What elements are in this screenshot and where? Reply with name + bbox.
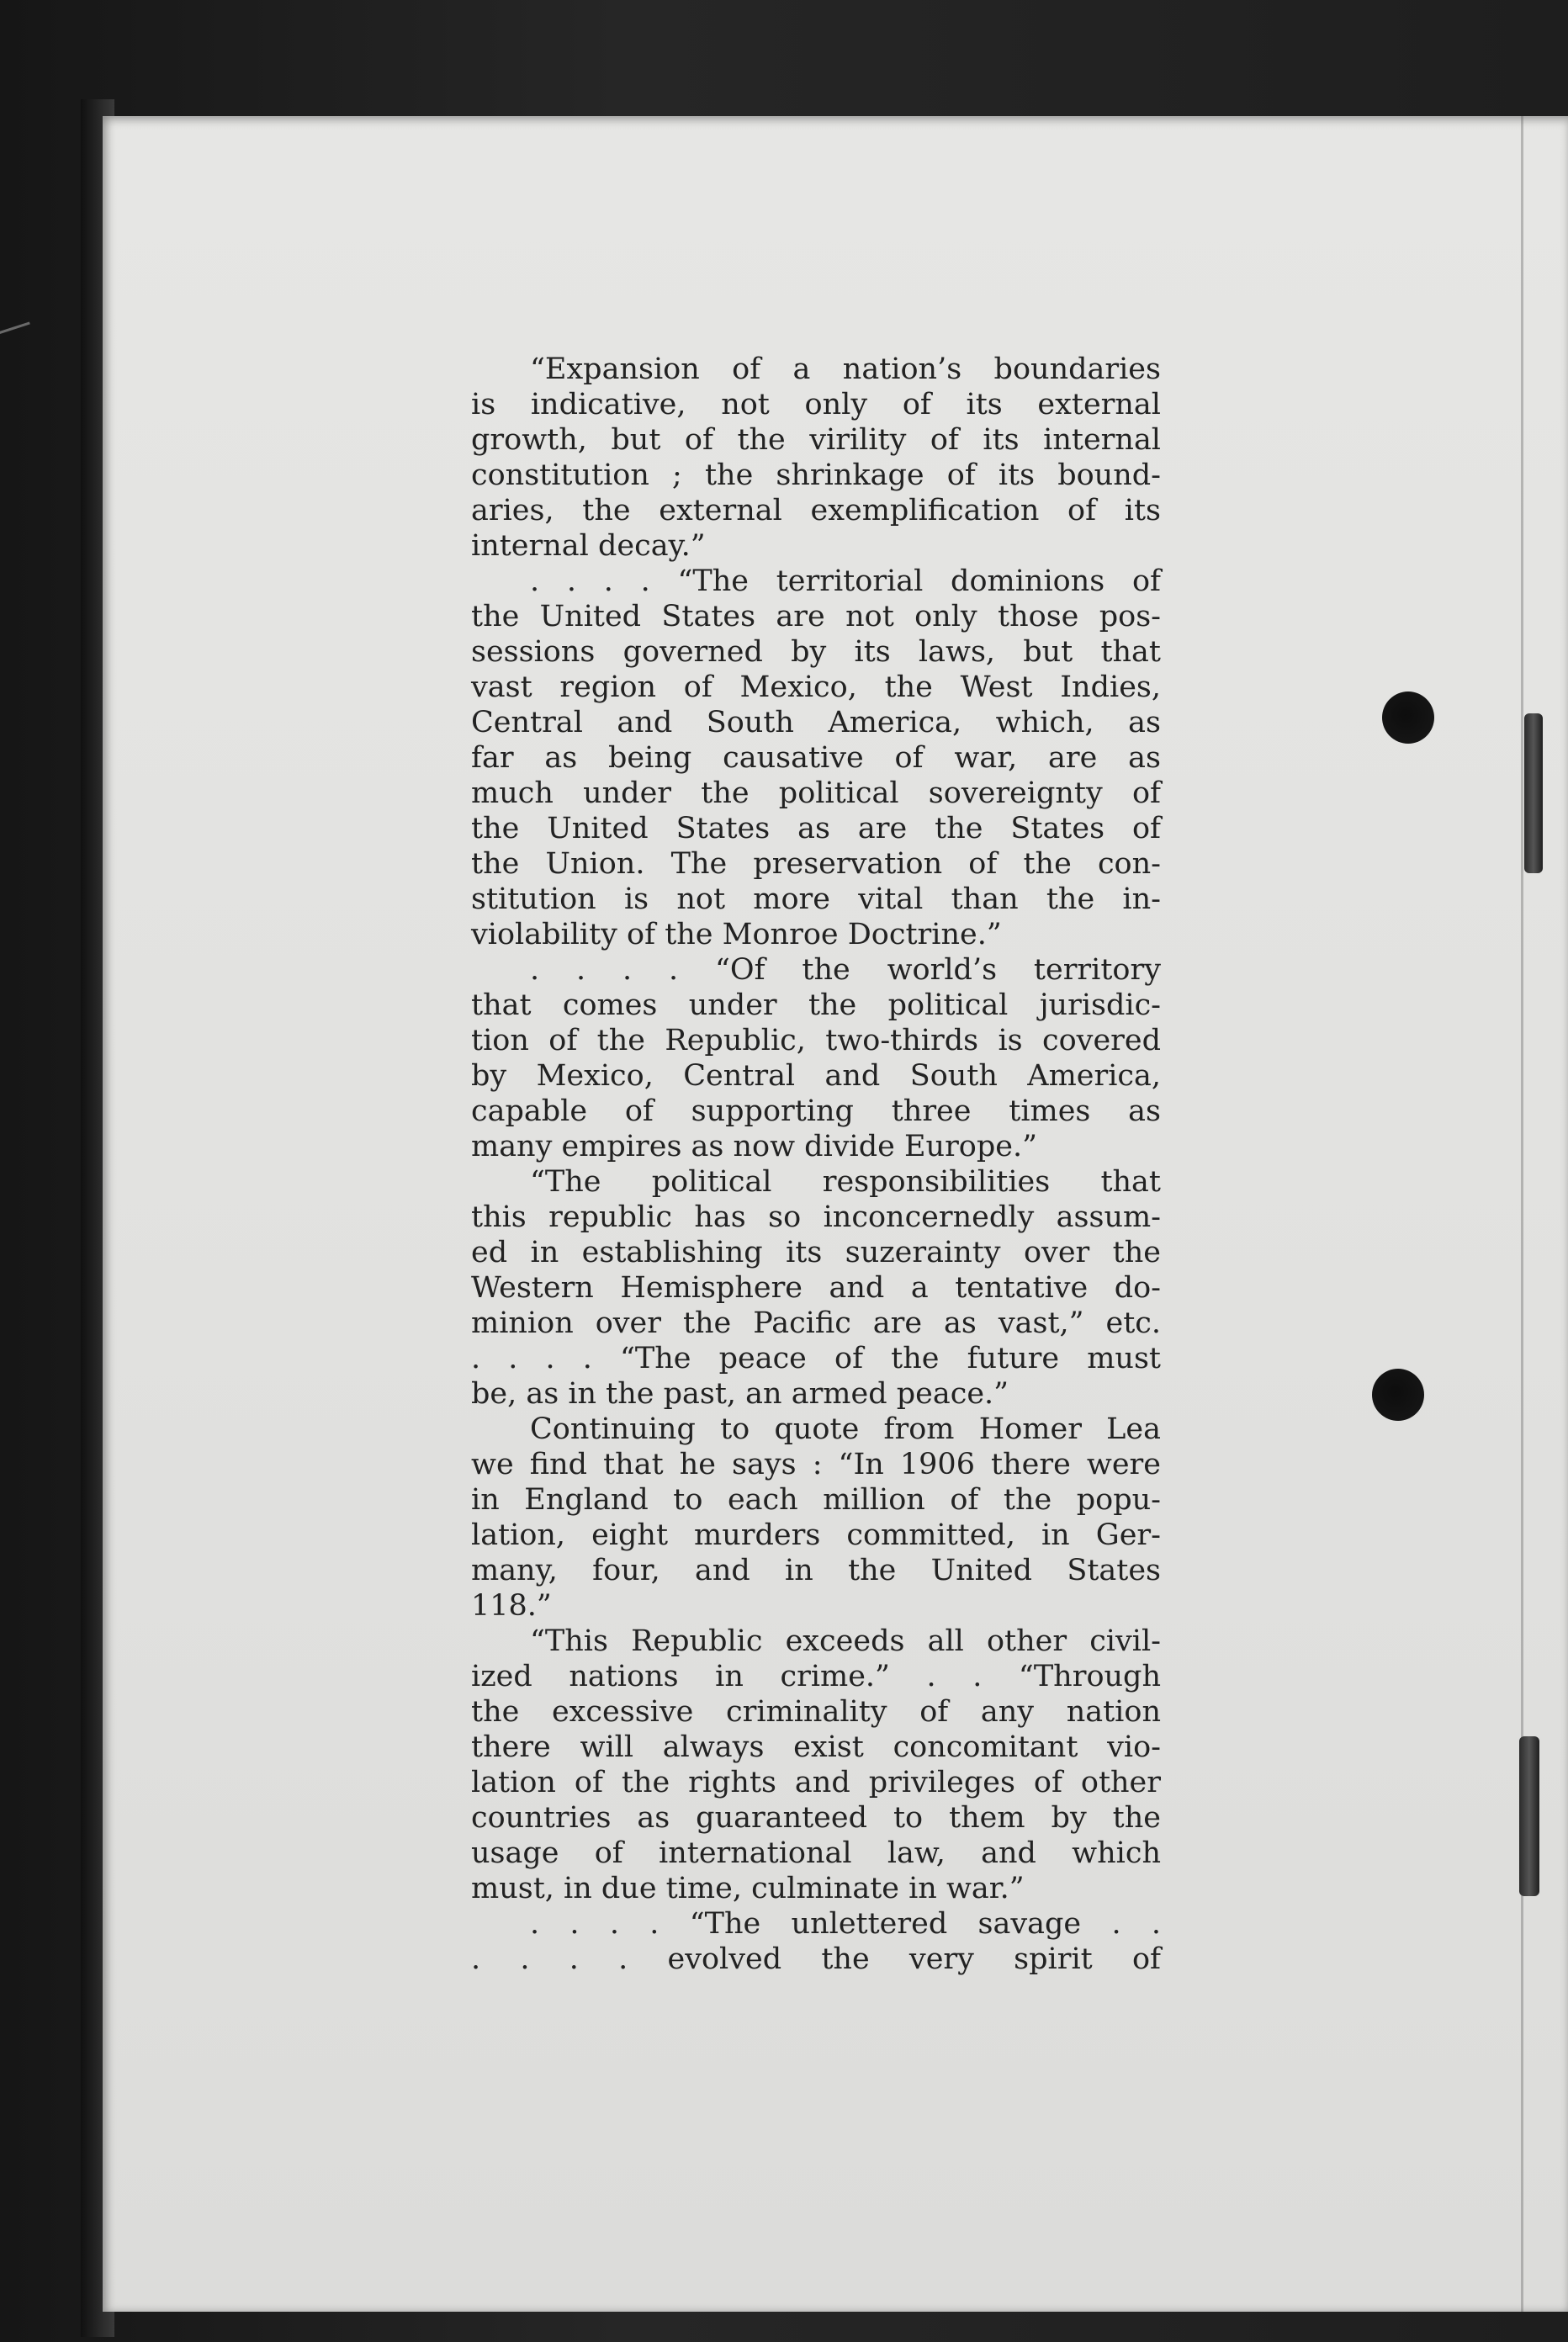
text-line: be, as in the past, an armed peace.”	[471, 1377, 1009, 1411]
text-line: in England to each million of the popu-	[471, 1483, 1161, 1517]
text-line: Continuing to quote from Homer Lea	[530, 1412, 1161, 1446]
text-line: the United States are not only those pos-	[471, 600, 1161, 633]
text-line: . . . . “The unlettered savage . .	[530, 1907, 1161, 1941]
text-line: the excessive criminality of any nation	[471, 1695, 1161, 1729]
text-line: we find that he says : “In 1906 there were	[471, 1448, 1161, 1481]
text-line: capable of supporting three times as	[471, 1094, 1161, 1128]
text-line: the Union. The preservation of the con-	[471, 847, 1161, 881]
text-line: internal decay.”	[471, 529, 706, 563]
text-line: stitution is not more vital than the in-	[471, 882, 1161, 916]
text-line: sessions governed by its laws, but that	[471, 635, 1161, 669]
text-line: lation, eight murders committed, in Ger-	[471, 1518, 1161, 1552]
text-line: “The political responsibilities that	[530, 1165, 1161, 1199]
text-line: Central and South America, which, as	[471, 706, 1161, 739]
text-line: 118.”	[471, 1589, 552, 1623]
text-line: lation of the rights and privileges of other	[471, 1766, 1161, 1799]
text-line: vast region of Mexico, the West Indies,	[471, 670, 1161, 704]
text-line: much under the political sovereignty of	[471, 776, 1161, 810]
text-line: constitution ; the shrinkage of its bound-	[471, 458, 1161, 492]
text-line: . . . . “The territorial dominions of	[530, 564, 1161, 598]
text-line: that comes under the political jurisdic-	[471, 988, 1161, 1022]
text-line: usage of international law, and which	[471, 1836, 1161, 1870]
text-line: this republic has so inconcernedly assum-	[471, 1200, 1161, 1234]
text-line: . . . . “The peace of the future must	[471, 1342, 1161, 1375]
text-line: the United States as are the States of	[471, 812, 1161, 845]
body-text	[471, 352, 1161, 1977]
text-line: countries as guaranteed to them by the	[471, 1801, 1161, 1835]
text-line: far as being causative of war, are as	[471, 741, 1161, 775]
text-line: “This Republic exceeds all other civil-	[530, 1624, 1161, 1658]
text-line: tion of the Republic, two-thirds is covered	[471, 1024, 1161, 1057]
binding-staple-top	[1524, 713, 1543, 873]
text-line: Western Hemisphere and a tentative do-	[471, 1271, 1161, 1305]
text-line: by Mexico, Central and South America,	[471, 1059, 1161, 1093]
text-line: there will always exist concomitant vio-	[471, 1730, 1161, 1764]
text-line: . . . . “Of the world’s territory	[530, 953, 1161, 987]
binding-staple-bottom	[1519, 1736, 1539, 1896]
text-line: . . . . evolved the very spirit of	[471, 1942, 1161, 1976]
text-line: is indicative, not only of its external	[471, 388, 1161, 421]
text-line: growth, but of the virility of its internal	[471, 423, 1161, 457]
page-fold-line	[1521, 116, 1523, 2312]
text-line: ed in establishing its suzerainty over the	[471, 1236, 1161, 1269]
text-line: aries, the external exemplification of its	[471, 494, 1161, 527]
scan-artifact-mark	[0, 321, 36, 353]
text-line: violability of the Monroe Doctrine.”	[471, 918, 1002, 951]
punch-hole-top	[1382, 691, 1434, 744]
text-line: minion over the Pacific are as vast,” etc.	[471, 1306, 1161, 1340]
text-line: ized nations in crime.” . . “Through	[471, 1660, 1161, 1693]
punch-hole-bottom	[1372, 1369, 1424, 1421]
text-line: many empires as now divide Europe.”	[471, 1130, 1038, 1163]
text-line: “Expansion of a nation’s boundaries	[530, 352, 1161, 386]
text-line: must, in due time, culminate in war.”	[471, 1872, 1025, 1905]
text-line: many, four, and in the United States	[471, 1554, 1161, 1587]
